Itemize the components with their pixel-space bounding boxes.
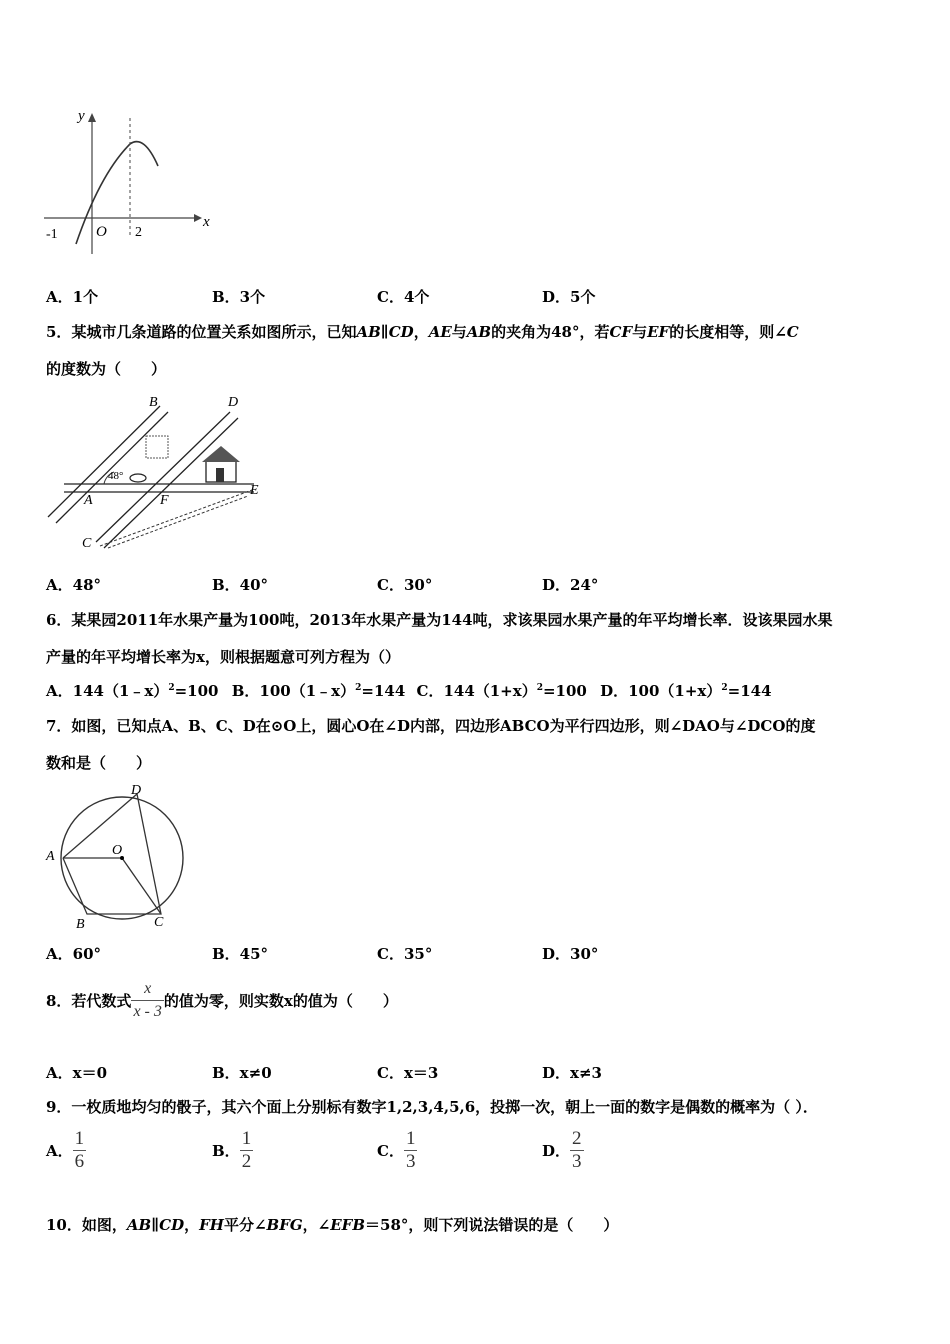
point-c-label: C — [154, 915, 164, 930]
point-d-label: D — [131, 783, 142, 798]
q8-option-c[interactable]: C．x＝3 — [377, 1064, 439, 1082]
q5-sep: ， — [413, 323, 429, 341]
q7-option-a[interactable]: A．60° — [46, 945, 102, 963]
parabola-curve — [76, 142, 158, 244]
point-a-label: A — [46, 849, 55, 864]
origin-label: O — [96, 224, 107, 240]
q4-option-a[interactable]: A．1个 — [46, 288, 99, 306]
q9-option-a[interactable]: A． $\frac{1}{6}$ — [46, 1128, 85, 1172]
q8-tail: 的值为零，则实数x的值为（ ） — [163, 992, 398, 1010]
q6-option-a[interactable]: A．144（1﹣x）$^2$=100 — [46, 682, 219, 700]
q5-text-4: 与 — [632, 323, 648, 341]
q5-text-5: 的长度相等，则∠ — [669, 323, 787, 341]
q4-option-b[interactable]: B．3个 — [212, 288, 266, 306]
neg-one-label: -1 — [46, 227, 58, 242]
q6-option-d[interactable]: D．$100(1+x)^2=144$ — [600, 682, 772, 700]
q8-option-d[interactable]: D．x≠3 — [542, 1064, 602, 1082]
q8-frac-den: x - 3 — [133, 1003, 162, 1020]
point-b-label: B — [76, 917, 85, 930]
car-icon — [130, 474, 146, 482]
q5-ae: AE — [428, 323, 452, 341]
y-axis-label: y — [78, 108, 85, 124]
q5-option-d[interactable]: D．24° — [542, 576, 599, 594]
point-d-label: D — [228, 395, 239, 410]
q7-option-c[interactable]: C．35° — [377, 945, 433, 963]
x-axis-arrow — [194, 214, 202, 222]
q5-ef: EF — [647, 323, 670, 341]
y-axis-arrow — [88, 113, 96, 122]
q7-question-line1: 7．如图，已知点A、B、C、D在⊙O上，圆心O在∠D内部，四边形ABCO为平行四边形，则∠DAO与∠DCO的度 — [46, 717, 816, 735]
q7-option-d[interactable]: D．30° — [542, 945, 599, 963]
q8-question — [46, 978, 398, 1023]
q5-c: C — [786, 323, 799, 341]
x-axis-label: x — [203, 214, 210, 230]
two-label: 2 — [135, 225, 142, 240]
q5-option-b[interactable]: B．40° — [212, 576, 269, 594]
q6-question-line2: 产量的年平均增长率为x，则根据题意可列方程为（） — [46, 648, 400, 666]
point-f-label: F — [160, 493, 169, 508]
q9-option-b[interactable]: B． $\frac{1}{2}$ — [212, 1128, 252, 1172]
q5-text-2: 与 — [451, 323, 467, 341]
q6-question-line1: 6．某果园2011年水果产量为100吨，2013年水果产量为144吨，求该果园水果产量的年平均增长率．设该果园水果 — [46, 611, 833, 629]
q8-frac-num: x — [131, 978, 163, 1001]
q5-text-3: 的夹角为48°，若 — [491, 323, 610, 341]
q5-option-a[interactable]: A．48° — [46, 576, 102, 594]
q4-option-c[interactable]: C．4个 — [377, 288, 430, 306]
q5-text-1: 某城市几条道路的位置关系如图所示，已知 — [71, 323, 357, 341]
q5-ab-2: AB — [466, 323, 492, 341]
q7-question-line2: 数和是（ ） — [46, 754, 152, 772]
q5-cd: CD — [388, 323, 414, 341]
q9-option-d[interactable]: D． $\frac{2}{3}$ — [542, 1128, 582, 1172]
angle-48-label: 48° — [108, 470, 124, 482]
point-c-label: C — [82, 536, 92, 551]
q8-option-a[interactable]: A．x＝0 — [46, 1064, 108, 1082]
q9-option-c[interactable]: C． $\frac{1}{3}$ — [377, 1128, 416, 1172]
q4-option-d[interactable]: D．5个 — [542, 288, 596, 306]
q10-question: 10．如图，AB∥CD，FH平分∠BFG，∠EFB＝58°，则下列说法错误的是（ ） — [46, 1216, 619, 1234]
point-a-label: A — [84, 493, 93, 508]
q4-function-graph — [40, 104, 220, 264]
q8-fraction — [131, 978, 163, 1023]
building-icon — [146, 436, 168, 458]
q5-option-c[interactable]: C．30° — [377, 576, 433, 594]
q5-roads-figure — [42, 392, 272, 557]
q6-option-b[interactable]: B．100（1﹣x）$^2$=144 — [231, 682, 406, 700]
q5-question-line1 — [46, 321, 799, 342]
q5-number: 5． — [46, 323, 72, 341]
q7-option-b[interactable]: B．45° — [212, 945, 269, 963]
q6-option-c[interactable]: C．$144(1+x)^2=100$ — [416, 682, 587, 700]
q5-parallel: ∥ — [380, 323, 389, 341]
q7-circle-figure — [40, 780, 200, 930]
q5-cf: CF — [609, 323, 633, 341]
q8-lead: 8．若代数式 — [46, 992, 132, 1010]
q8-option-b[interactable]: B．x≠0 — [212, 1064, 272, 1082]
q6-options-row — [46, 680, 772, 701]
q9-question: 9．一枚质地均匀的骰子，其六个面上分别标有数字1,2,3,4,5,6，投掷一次，朝上一面的数字是偶数的概率为（ ）． — [46, 1098, 818, 1116]
q5-question-line2: 的度数为（ ） — [46, 360, 167, 378]
q5-ab: AB — [356, 323, 381, 341]
point-b-label: B — [149, 395, 158, 410]
point-o-label: O — [112, 843, 123, 858]
point-e-label: E — [250, 483, 259, 498]
